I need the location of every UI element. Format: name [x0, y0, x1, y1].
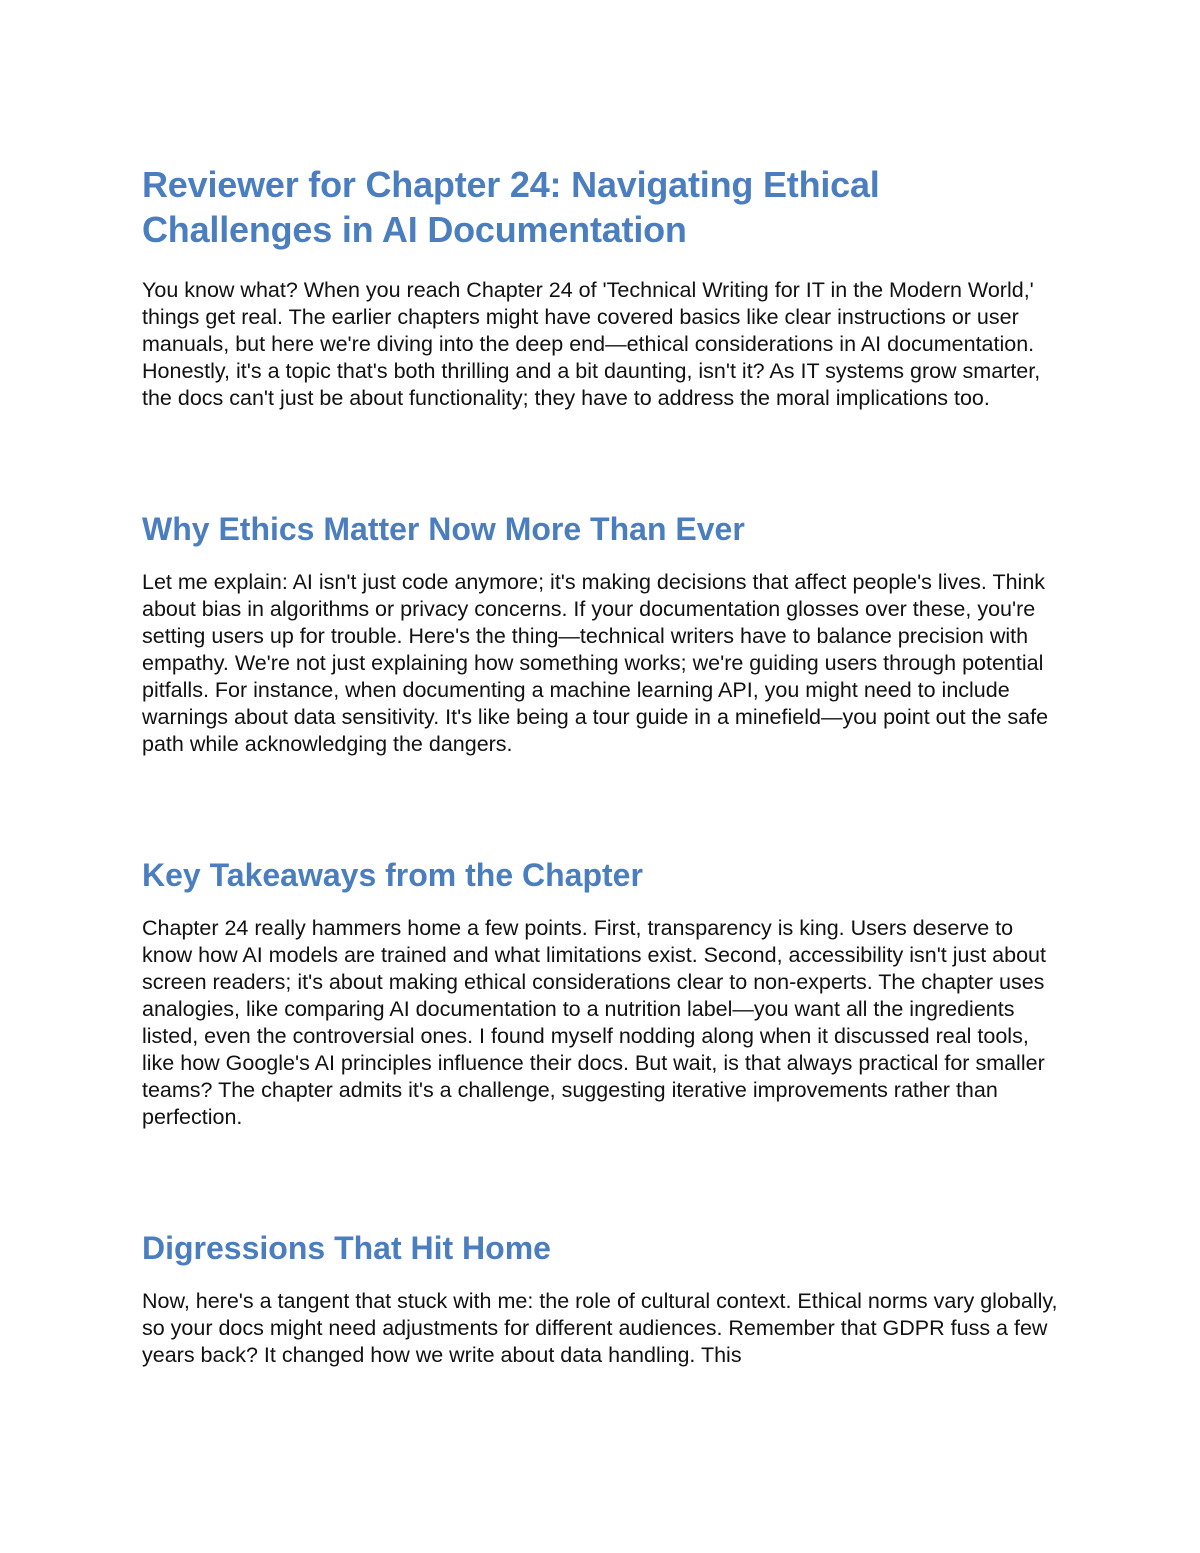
- section-digressions: [142, 1228, 1062, 1369]
- section-heading: Key Takeaways from the Chapter: [142, 857, 643, 893]
- section-paragraph: Chapter 24 really hammers home a few points. First, transparency is king. Users deserve to know how AI models are trained and what limitations exist. Second, accessibility isn't just about screen readers; it's about making ethical considerations clear to non-experts. The chapter uses analogies, like comparing AI documentation to a nutrition label—you want all the ingredients listed, even the controversial ones. I found myself nodding along when it discussed real tools, like how Google's AI principles influence their docs. But wait, is that always practical for smaller teams? The chapter admits it's a challenge, suggesting iterative improvements rather than perfection.: [142, 916, 1046, 1129]
- section-heading: Digressions That Hit Home: [142, 1230, 551, 1266]
- section-paragraph: Now, here's a tangent that stuck with me: the role of cultural context. Ethical norms vary globally, so your docs might need adjustments for different audiences. Remember that GDPR fuss a few years back? It changed how we write about data handling. This: [142, 1289, 1058, 1367]
- section-paragraph: Let me explain: AI isn't just code anymore; it's making decisions that affect people's lives. Think about bias in algorithms or privacy concerns. If your documentation glosses over these, you're setting users up for trouble. Here's the thing—technical writers have to balance precision with empathy. We're not just explaining how something works; we're guiding users through potential pitfalls. For instance, when documenting a machine learning API, you might need to include warnings about data sensitivity. It's like being a tour guide in a minefield—you point out the safe path while acknowledging the dangers.: [142, 570, 1049, 756]
- document-title: Reviewer for Chapter 24: Navigating Ethical Challenges in AI Documentation: [142, 164, 880, 250]
- section-why-ethics-matter: [142, 509, 1062, 758]
- section-key-takeaways: [142, 855, 1062, 1131]
- document-page: [142, 162, 1062, 1369]
- section-heading: Why Ethics Matter Now More Than Ever: [142, 511, 745, 547]
- intro-paragraph: You know what? When you reach Chapter 24 of 'Technical Writing for IT in the Modern World,' things get real. The earlier chapters might have covered basics like clear instructions or user manuals, but here we're diving into the deep end—ethical considerations in AI documentation. Honestly, it's a topic that's both thrilling and a bit daunting, isn't it? As IT systems grow smarter, the docs can't just be about functionality; they have to address the moral implications too.: [142, 278, 1041, 410]
